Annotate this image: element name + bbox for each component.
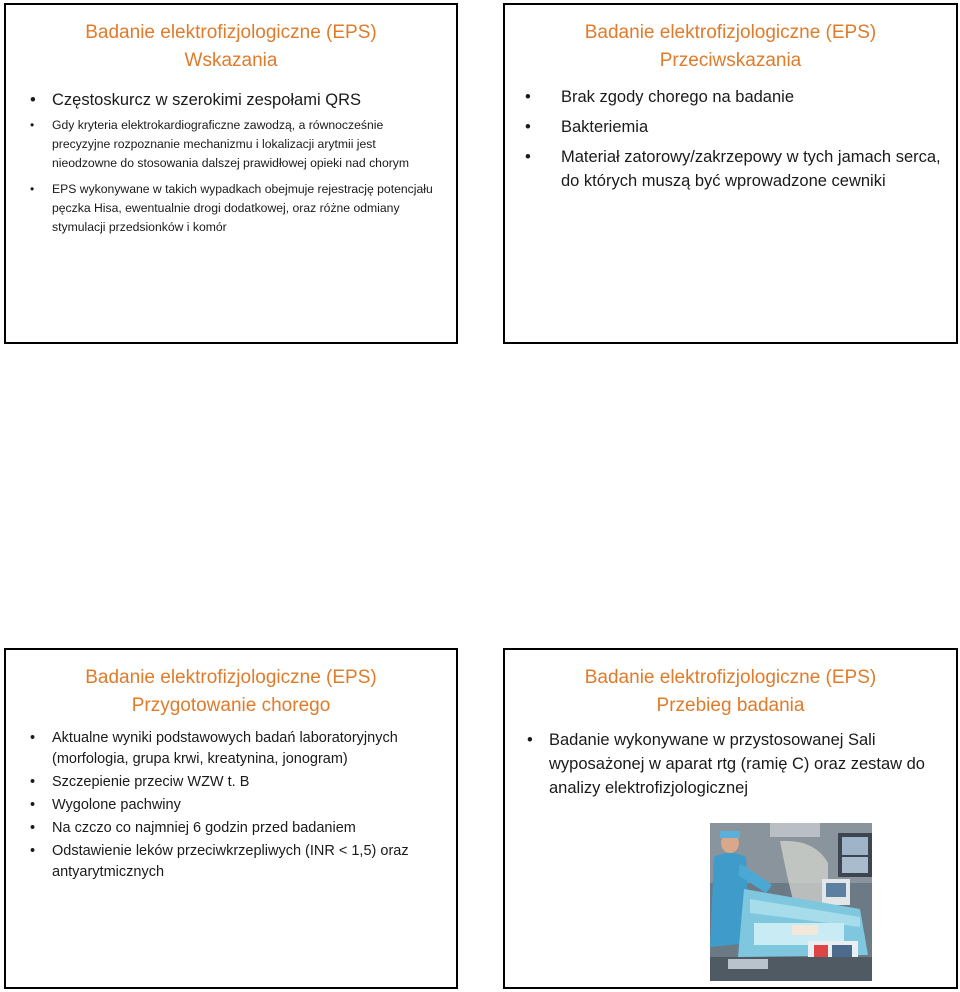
bullet-item: • Brak zgody chorego na badanie [523, 85, 943, 109]
title-line2: Przygotowanie chorego [131, 695, 331, 716]
title-line2: Przeciwskazania [659, 50, 802, 71]
title-line1: Badanie elektrofizjologiczne (EPS) [85, 22, 377, 43]
bullet-item: • Szczepienie przeciw WZW t. B [28, 772, 448, 793]
slide-title [6, 664, 456, 720]
title-line1: Badanie elektrofizjologiczne (EPS) [85, 667, 377, 688]
slide-przeciwskazania [503, 3, 958, 344]
slide-title [6, 19, 456, 75]
slide-wskazania [4, 3, 458, 344]
slide-przebieg [503, 648, 958, 989]
slide-przygotowanie [4, 648, 458, 989]
bullet-item: • Materiał zatorowy/zakrzepowy w tych jamach serca, do których muszą być wprowadzone cewniki [523, 145, 943, 193]
procedure-room-photo [710, 823, 872, 981]
bullet-item: • Na czczo co najmniej 6 godzin przed badaniem [28, 818, 448, 839]
title-line1: Badanie elektrofizjologiczne (EPS) [584, 667, 877, 688]
bullet-item: • EPS wykonywane w takich wypadkach obejmuje rejestrację potencjału pęczka Hisa, ewentualnie drogi dodatkowej, oraz różne odmiany stymulacji przedsionków i komór [28, 180, 438, 237]
bullet-list [523, 85, 943, 199]
bullet-item: • Wygolone pachwiny [28, 795, 448, 816]
slide-title [505, 664, 956, 720]
bullet-item: • Odstawienie leków przeciwkrzepliwych (INR < 1,5) oraz antyarytmicznych [28, 841, 448, 883]
bullet-item: • Badanie wykonywane w przystosowanej Sali wyposażonej w aparat rtg (ramię C) oraz zestaw do analizy elektrofizjologicznej [525, 728, 945, 800]
bullet-item: • Bakteriemia [523, 115, 943, 139]
title-line2: Wskazania [184, 50, 278, 71]
bullet-list [525, 728, 945, 800]
title-line1: Badanie elektrofizjologiczne (EPS) [584, 22, 877, 43]
title-line2: Przebieg badania [656, 695, 805, 716]
bullet-item: • Częstoskurcz w szerokimi zespołami QRS [28, 89, 438, 111]
slide-title [505, 19, 956, 75]
bullet-item: • Gdy kryteria elektrokardiograficzne zawodzą, a równocześnie precyzyjne rozpoznanie mechanizmu i lokalizacji arytmii jest nieodzowne do stosowania dalszej prawidłowej opieki nad chorym [28, 116, 438, 173]
bullet-list [28, 89, 438, 244]
bullet-list [28, 728, 448, 885]
bullet-item: • Aktualne wyniki podstawowych badań laboratoryjnych (morfologia, grupa krwi, kreatynina, jonogram) [28, 728, 448, 770]
